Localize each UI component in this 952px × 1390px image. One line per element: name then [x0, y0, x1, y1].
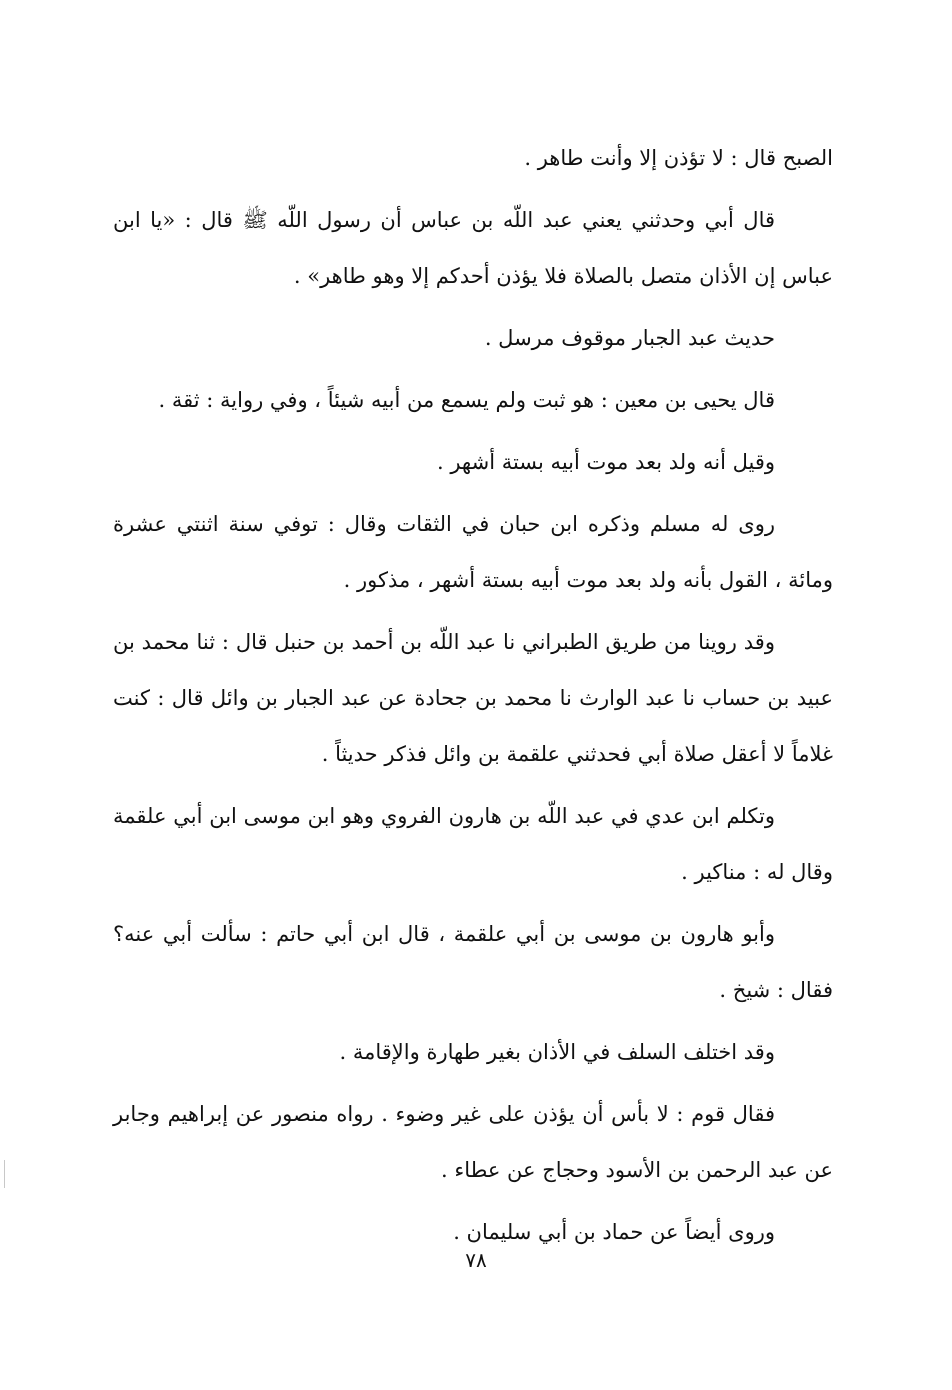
scan-edge-mark: [4, 1160, 5, 1188]
paragraph: قال أبي وحدثني يعني عبد اللّه بن عباس أن رسول اللّه ﷺ قال : «يا ابن عباس إن الأذان متصل بالصلاة فلا يؤذن أحدكم إلا وهو طاهر» .: [113, 208, 833, 288]
page-number: ٧٨: [465, 1248, 487, 1272]
paragraph: وقد روينا من طريق الطبراني نا عبد اللّه بن أحمد بن حنبل قال : ثنا محمد بن عبيد بن حساب نا عبد الوارث نا محمد بن جحادة عن عبد الجبار بن وائل قال : كنت غلاماً لا أعقل صلاة أبي فحدثني علقمة بن وائل فذكر حديثاً .: [113, 630, 833, 766]
paragraph: وروى أيضاً عن حماد بن أبي سليمان .: [453, 1220, 775, 1244]
paragraph: فقال قوم : لا بأس أن يؤذن على غير وضوء . رواه منصور عن إبراهيم وجابر عن عبد الرحمن بن الأسود وحجاج عن عطاء .: [113, 1102, 833, 1182]
paragraph: قال يحيى بن معين : هو ثبت ولم يسمع من أبيه شيئاً ، وفي رواية : ثقة .: [158, 388, 775, 412]
paragraph: وأبو هارون بن موسى بن أبي علقمة ، قال ابن أبي حاتم : سألت أبي عنه؟ فقال : شيخ .: [113, 922, 833, 1002]
page-body-text: [113, 130, 833, 1266]
paragraph: حديث عبد الجبار موقوف مرسل .: [484, 326, 775, 350]
paragraph: روى له مسلم وذكره ابن حبان في الثقات وقال : توفي سنة اثنتي عشرة ومائة ، القول بأنه ولد بعد موت أبيه بستة أشهر ، مذكور .: [113, 512, 833, 592]
paragraph: وتكلم ابن عدي في عبد اللّه بن هارون الفروي وهو ابن موسى ابن أبي علقمة وقال له : مناكير .: [113, 804, 833, 884]
paragraph: وقد اختلف السلف في الأذان بغير طهارة والإقامة .: [339, 1040, 775, 1064]
paragraph: وقيل أنه ولد بعد موت أبيه بستة أشهر .: [436, 450, 775, 474]
paragraph: الصبح قال : لا تؤذن إلا وأنت طاهر .: [524, 146, 833, 170]
